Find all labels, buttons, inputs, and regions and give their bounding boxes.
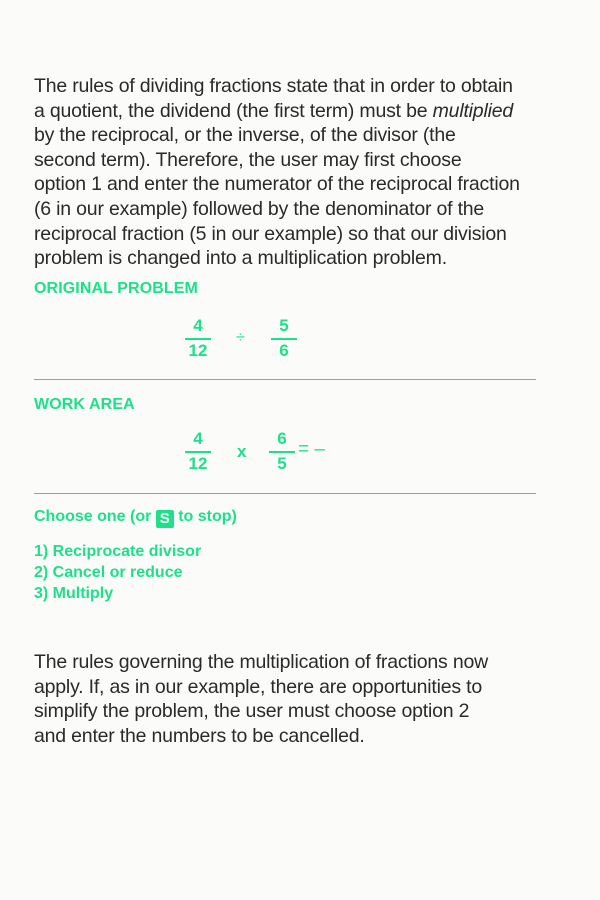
outro-line: simplify the problem, the user must choose option 2 (34, 700, 470, 723)
fraction-bar (269, 451, 295, 453)
options-menu (34, 541, 201, 604)
prompt-text: Choose one (or (34, 508, 156, 525)
original-problem-heading: ORIGINAL PROBLEM (34, 280, 198, 297)
outro-line: The rules governing the multiplication of fractions now (34, 651, 488, 673)
outro-line: apply. If, as in our example, there are opportunities to (34, 675, 483, 698)
option-reciprocate-divisor[interactable]: 1) Reciprocate divisor (34, 543, 202, 560)
divider (34, 379, 536, 380)
intro-line: problem is changed into a multiplication problem. (34, 247, 447, 270)
numerator: 6 (277, 429, 287, 448)
denominator: 6 (279, 341, 289, 360)
denominator: 12 (188, 454, 208, 473)
option-multiply[interactable]: 3) Multiply (34, 585, 114, 602)
intro-line: (6 in our example) followed by the denominator of the (34, 197, 485, 220)
division-operator: ÷ (236, 329, 245, 346)
result-placeholder: = – (298, 439, 325, 460)
original-fraction-divisor (268, 317, 300, 361)
intro-paragraph (34, 74, 554, 271)
fraction-bar (185, 451, 211, 453)
prompt-text: to stop) (173, 508, 237, 525)
intro-line: reciprocal fraction (5 in our example) so that our division (34, 222, 507, 245)
work-area-heading: WORK AREA (34, 396, 135, 413)
denominator: 5 (277, 454, 287, 473)
intro-line (34, 99, 554, 124)
denominator: 12 (188, 341, 208, 360)
emphasis-word: multiplied (432, 99, 513, 122)
intro-line-text: a quotient, the dividend (the first term) must be (34, 99, 433, 122)
fraction-bar (185, 338, 211, 340)
numerator: 5 (279, 316, 289, 335)
intro-line: The rules of dividing fractions state that in order to obtain (34, 75, 513, 97)
work-fraction-first (182, 430, 214, 474)
outro-paragraph (34, 650, 554, 748)
outro-line: and enter the numbers to be cancelled. (34, 724, 365, 747)
intro-line: by the reciprocal, or the inverse, of the divisor (the (34, 124, 456, 147)
choose-prompt (34, 508, 237, 528)
multiply-operator: x (237, 442, 247, 461)
intro-line: option 1 and enter the numerator of the reciprocal fraction (34, 173, 520, 196)
stop-key[interactable]: S (156, 510, 174, 528)
intro-line: second term). Therefore, the user may first choose (34, 148, 462, 171)
original-fraction-dividend (182, 317, 214, 361)
work-fraction-reciprocal (266, 430, 298, 474)
numerator: 4 (193, 429, 203, 448)
option-cancel-or-reduce[interactable]: 2) Cancel or reduce (34, 564, 183, 581)
numerator: 4 (193, 316, 203, 335)
divider (34, 493, 536, 494)
fraction-bar (271, 338, 297, 340)
